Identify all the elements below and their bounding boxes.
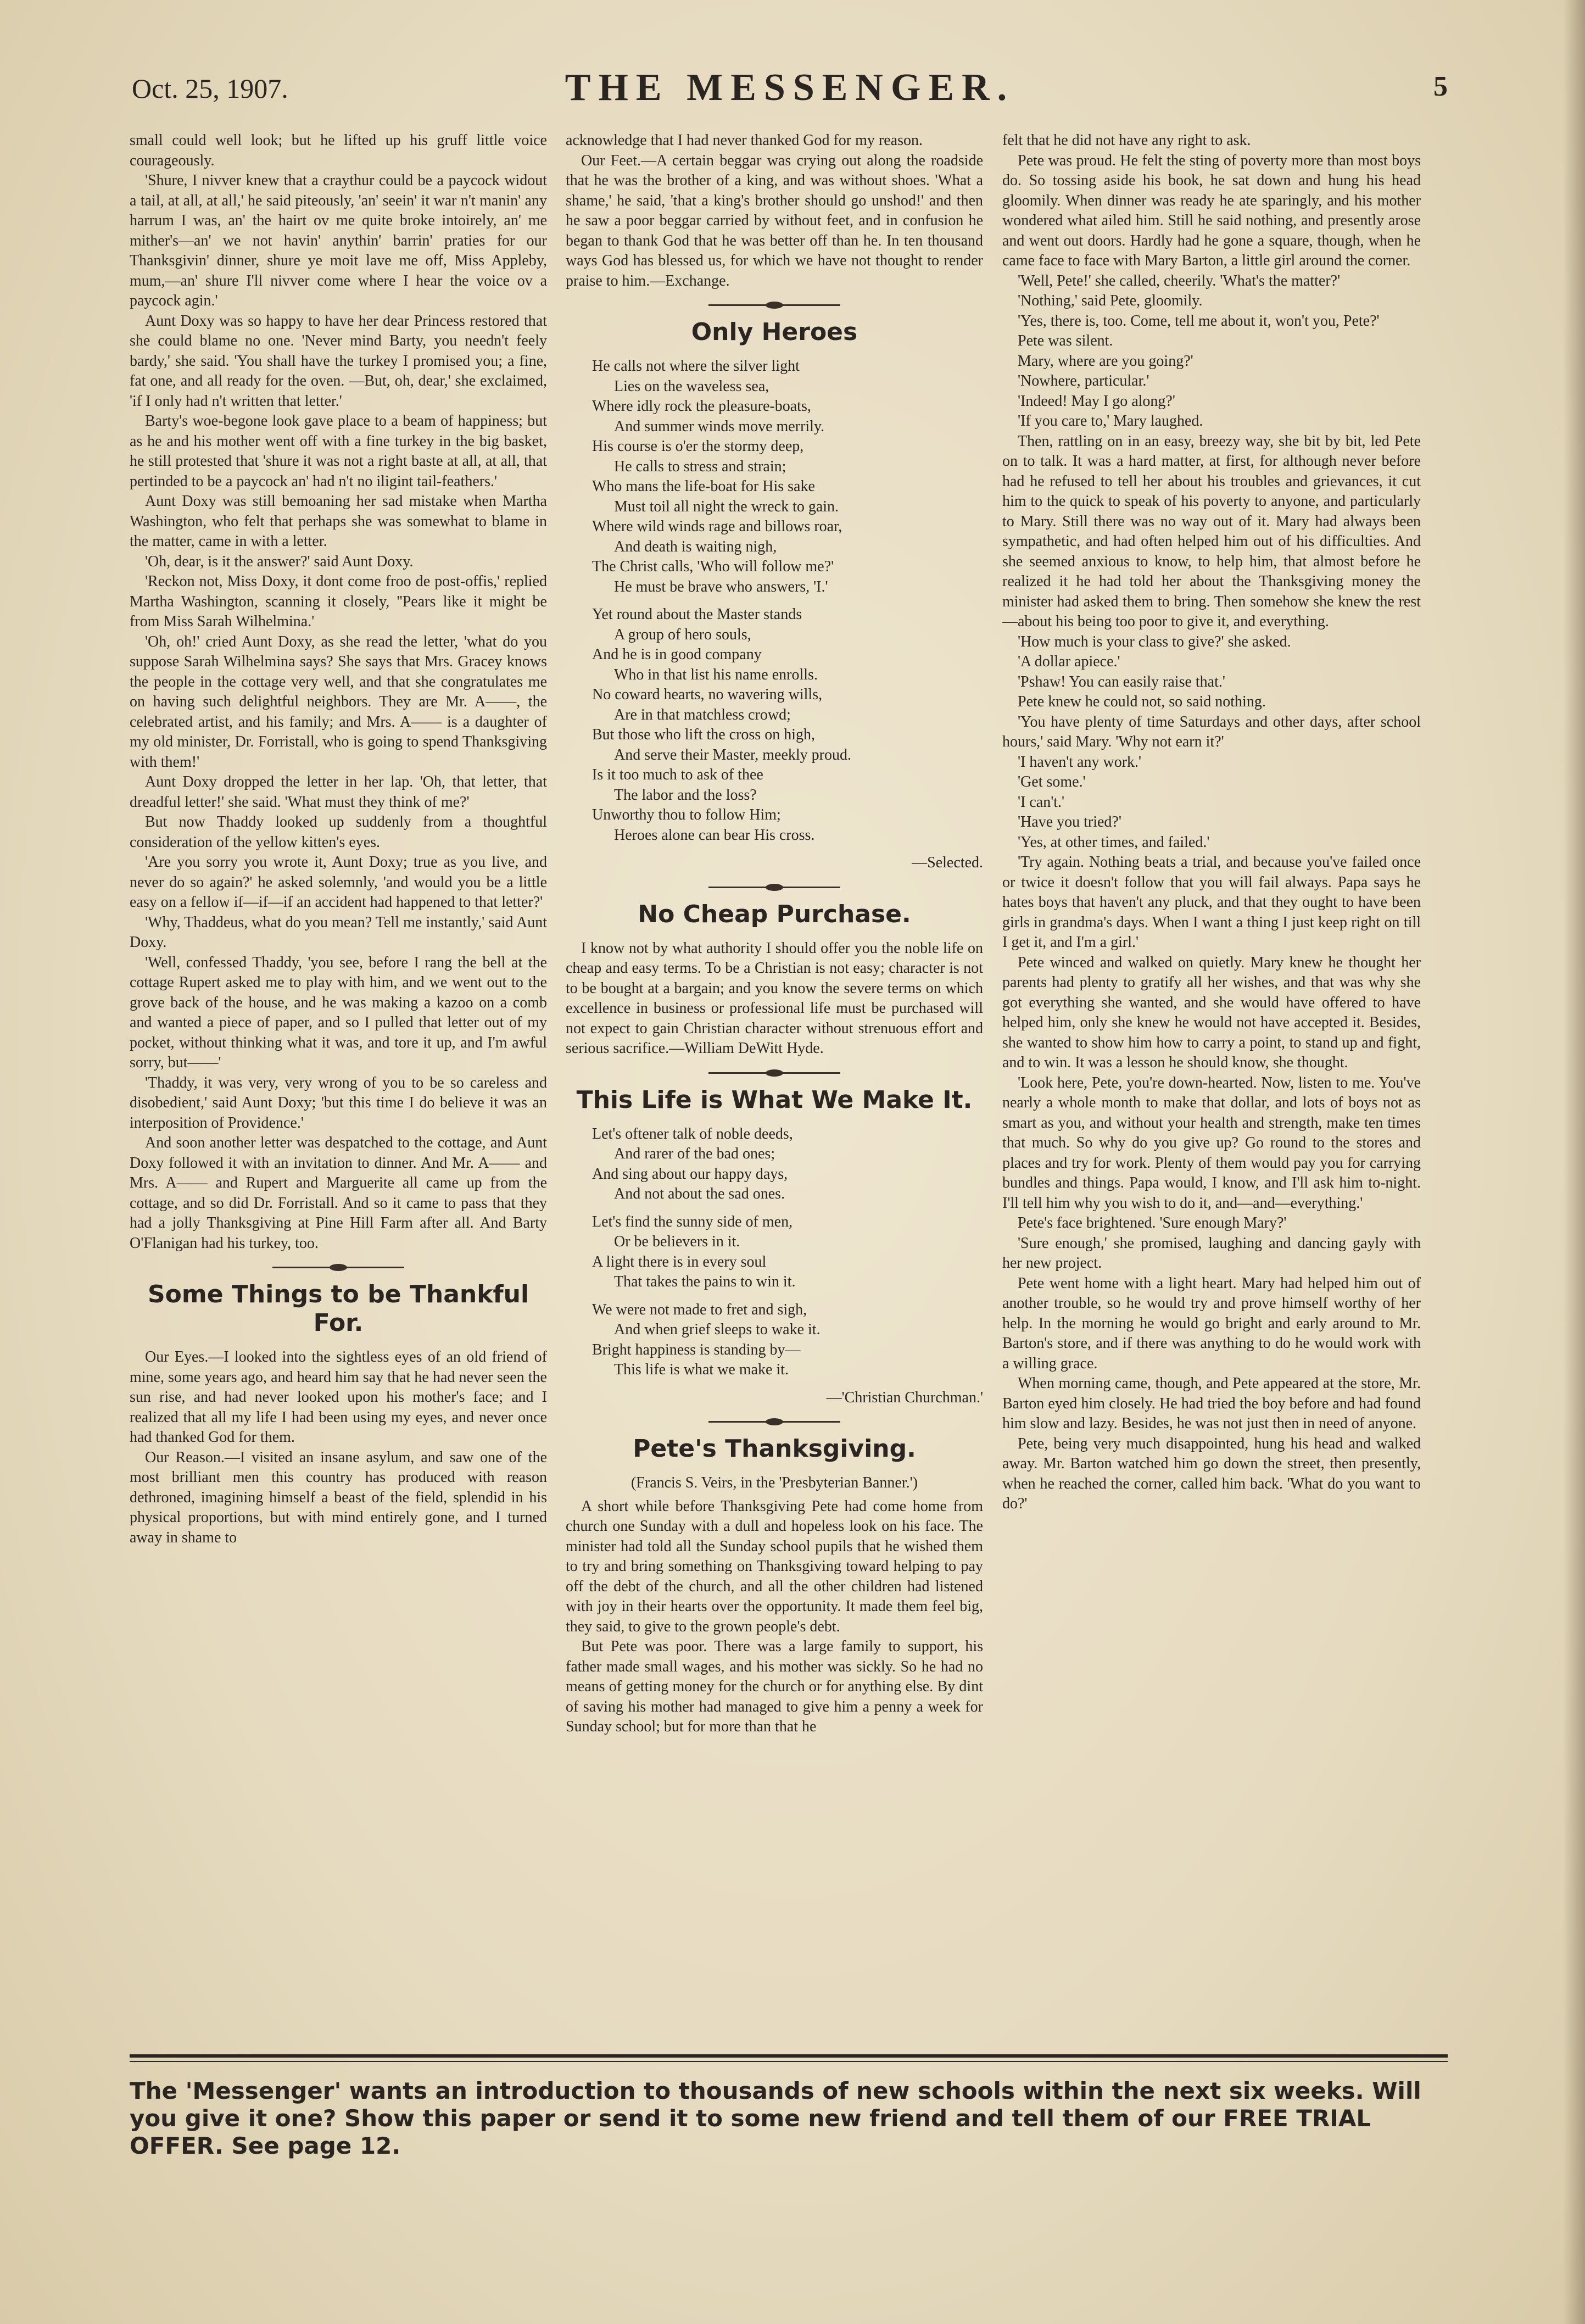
paragraph: 'Well, Pete!' she called, cheerily. 'What's the matter?' xyxy=(1018,272,1341,289)
heading-only-heroes: Only Heroes xyxy=(691,318,858,346)
poem-credit: —'Christian Churchman.' xyxy=(826,1389,983,1406)
page-edge-shadow xyxy=(1563,0,1585,2324)
issue-date: Oct. 25, 1907. xyxy=(132,73,288,104)
poem-line: He calls not where the silver light xyxy=(592,358,800,375)
poem-line: And sing about our happy days, xyxy=(592,1165,788,1183)
poem-line: And he is in good company xyxy=(592,646,762,663)
poem-line: This life is what we make it. xyxy=(614,1361,789,1378)
paragraph: 'A dollar apiece.' xyxy=(1018,653,1120,670)
byline: (Francis S. Veirs, in the 'Presbyterian Banner.') xyxy=(630,1474,918,1491)
poem-line: He must be brave who answers, 'I.' xyxy=(614,578,828,595)
paragraph: 'Pshaw! You can easily raise that.' xyxy=(1018,673,1225,690)
poem-line: Unworthy thou to follow Him; xyxy=(592,806,781,823)
paragraph: Pete's face brightened. 'Sure enough Mary?' xyxy=(1018,1214,1287,1231)
poem-line: Let's oftener talk of noble deeds, xyxy=(592,1125,793,1143)
paragraph: 'If you care to,' Mary laughed. xyxy=(1018,413,1203,430)
paragraph: 'Oh, dear, is it the answer?' said Aunt Doxy. xyxy=(145,553,414,570)
poem-line: Must toil all night the wreck to gain. xyxy=(614,498,839,515)
paragraph: 'Nothing,' said Pete, gloomily. xyxy=(1018,292,1203,309)
page-header xyxy=(132,66,1448,115)
poem-line: Lies on the waveless sea, xyxy=(614,377,769,395)
heading-thankful: Some Things to be Thankful For. xyxy=(147,1280,529,1337)
footer-notice: The 'Messenger' wants an introduction to thousands of new schools within the next six weeks. Will you give it one? Show this paper or send it to some new friend and tell them of our FREE TRIAL OFFER. See page 12. xyxy=(130,2077,1421,2159)
paragraph: acknowledge that I had never thanked God for my reason. xyxy=(566,132,923,149)
poem-line: And serve their Master, meekly proud. xyxy=(614,746,851,763)
poem-line: Heroes alone can bear His cross. xyxy=(614,826,815,844)
paragraph: Aunt Doxy dropped the letter in her lap. 'Oh, that letter, that dreadful letter!' she said. 'What must they think of me?' xyxy=(130,773,547,811)
paragraph: 'Look here, Pete, you're down-hearted. Now, listen to me. You've nearly a whole month to make that dollar, and lots of boys not as smart as you, and without your health and strength, make ten times that much. So why do you give up? Go round to the stores and places and try for work. Plenty of them would pay you for carrying bundles and things. Papa would, I know, and I'll ask him to-night. I'll tell him why you wish to do it, and—and—everything.' xyxy=(1002,1074,1421,1212)
poem-line: And not about the sad ones. xyxy=(614,1185,785,1202)
paragraph: Pete went home with a light heart. Mary had helped him out of another trouble, so he would try and prove himself worthy of her help. In the morning he would go bright and early around to Mr. Barton's store, and if there was anything to do he would work with a willing grace. xyxy=(1002,1274,1421,1372)
poem-line: Yet round about the Master stands xyxy=(592,606,802,623)
masthead-title: THE MESSENGER. xyxy=(565,66,1015,109)
poem-this-life xyxy=(566,1124,983,1408)
paragraph: 'Reckon not, Miss Doxy, it dont come froo de post-offis,' replied Martha Washington, scanning it closely, ''Pears like it might be from Miss Sarah Wilhelmina.' xyxy=(130,573,547,630)
heading-petes-thanksgiving: Pete's Thanksgiving. xyxy=(633,1435,916,1463)
section-divider xyxy=(708,304,840,306)
paragraph: small could well look; but he lifted up his gruff little voice courageously. xyxy=(130,132,547,169)
paragraph: 'Sure enough,' she promised, laughing and dancing gayly with her new project. xyxy=(1002,1234,1421,1272)
poem-line: We were not made to fret and sigh, xyxy=(592,1301,807,1318)
poem-line: A light there is in every soul xyxy=(592,1253,767,1270)
poem-line: A group of hero souls, xyxy=(614,626,751,643)
paragraph: 'Why, Thaddeus, what do you mean? Tell me instantly,' said Aunt Doxy. xyxy=(130,913,547,951)
paragraph: But now Thaddy looked up suddenly from a thoughtful consideration of the yellow kitten's eyes. xyxy=(130,813,547,851)
paragraph: A short while before Thanksgiving Pete had come home from church one Sunday with a dull and hopeless look on his face. The minister had told all the Sunday school pupils that he wished them to try and bring something on Thanksgiving toward helping to pay off the debt of the church, and all the other children had listened with joy in their hearts over the opportunity. It made them feel big, they said, to give to the grown people's debt. xyxy=(566,1497,983,1635)
poem-line: Is it too much to ask of thee xyxy=(592,766,763,783)
paragraph: 'Try again. Nothing beats a trial, and because you've failed once or twice it doesn't follow that you will fail always. Papa says he hates boys that haven't any pluck, and that they ought to have been girls in grandma's days. When I want a thing I just keep right on till I get it, and I'm a girl.' xyxy=(1002,854,1421,951)
poem-line: Let's find the sunny side of men, xyxy=(592,1213,793,1230)
section-divider xyxy=(708,887,840,888)
poem-line: He calls to stress and strain; xyxy=(614,458,786,475)
heading-this-life: This Life is What We Make It. xyxy=(576,1085,973,1114)
column-1 xyxy=(130,131,547,1548)
poem-line: The labor and the loss? xyxy=(614,786,757,804)
paragraph: 'Thaddy, it was very, very wrong of you to be so careless and disobedient,' said Aunt Doxy; 'but this time I do believe it was an interposition of Providence.' xyxy=(130,1074,547,1132)
section-divider xyxy=(708,1421,840,1423)
page-number: 5 xyxy=(1433,71,1448,102)
poem-line: Bright happiness is standing by— xyxy=(592,1341,801,1358)
paragraph: When morning came, though, and Pete appeared at the store, Mr. Barton eyed him closely. He had tried the boy before and had found him slow and lazy. Besides, he was not just then in need of anyone. xyxy=(1002,1375,1421,1432)
paragraph: Aunt Doxy was so happy to have her dear Princess restored that she could blame no one. 'Never mind Barty, you needn't feely bardy,' she said. 'You shall have the turkey I promised you; a fine, fat one, and all ready for the oven. —But, oh, dear,' she exclaimed, 'if I only had n't written that letter.' xyxy=(130,312,547,410)
column-2 xyxy=(566,131,983,1737)
paragraph: Pete was proud. He felt the sting of poverty more than most boys do. So tossing aside his book, he sat down and hung his head gloomily. When dinner was ready he ate sparingly, and his mother wondered what ailed him. Still he said nothing, and presently arose and went out doors. Hardly had he gone a square, though, when he came face to face with Mary Barton, a little girl around the corner. xyxy=(1002,152,1421,269)
poem-line: Who mans the life-boat for His sake xyxy=(592,478,815,495)
paragraph: 'Yes, there is, too. Come, tell me about it, won't you, Pete?' xyxy=(1018,312,1380,330)
paragraph: 'I haven't any work.' xyxy=(1018,753,1142,771)
paragraph: 'I can't.' xyxy=(1018,793,1065,811)
paragraph: 'Have you tried?' xyxy=(1018,813,1121,831)
heading-no-cheap-purchase: No Cheap Purchase. xyxy=(638,900,911,928)
paragraph: 'You have plenty of time Saturdays and other days, after school hours,' said Mary. 'Why not earn it?' xyxy=(1002,713,1421,750)
poem-credit: —Selected. xyxy=(912,854,983,871)
paragraph: 'Shure, I nivver knew that a craythur could be a paycock widout a tail, at all, at all,' he said piteously, 'an' seein' it war n't manin' any harrum I was, an' the hairt ov me quite broke intoirely, an' me mither's—an' we not havin' anythin' barrin' praties for our Thanksgivin' dinner, shure ye moit lave me off, Miss Appleby, mum,—an' shure I'll nivver come where I hear the voice ov a paycock agin.' xyxy=(130,172,547,309)
paragraph: Then, rattling on in an easy, breezy way, she bit by bit, led Pete on to talk. It was a hard matter, at first, for although never before had he refused to tell her about his troubles and grievances, it cut him to the quick to speak of his poverty to anyone, and particularly to Mary. Still there was no way out of it. Mary had always been sympathetic, and had often helped him out of his difficulties. And she seemed anxious to know, to help him, that almost before he realized it he had told her about the Thanksgiving money the minister had asked them to bring. Then somehow she knew the rest—about his being too poor to give it, and everything. xyxy=(1002,432,1421,630)
paragraph: 'Get some.' xyxy=(1018,773,1086,790)
paragraph: 'How much is your class to give?' she asked. xyxy=(1018,633,1291,650)
poem-stanza xyxy=(592,605,983,845)
paragraph: Our Eyes.—I looked into the sightless eyes of an old friend of mine, some years ago, and heard him say that he had never seen the sun rise, and had never looked upon his mother's face; and I realized that all my life I had been using my eyes, and never once had thanked God for them. xyxy=(130,1348,547,1446)
section-divider xyxy=(708,1072,840,1074)
footer-rule xyxy=(130,2054,1448,2058)
poem-line: And when grief sleeps to wake it. xyxy=(614,1321,821,1338)
paragraph: 'Are you sorry you wrote it, Aunt Doxy; true as you live, and never do so again?' he asked solemnly, 'and would you be a little easy on a fellow if—if—if an accident had happened to that letter?' xyxy=(130,854,547,911)
poem-line: Are in that matchless crowd; xyxy=(614,706,791,723)
poem-line: That takes the pains to win it. xyxy=(614,1273,796,1290)
poem-stanza xyxy=(592,356,983,597)
paragraph: Pete, being very much disappointed, hung his head and walked away. Mr. Barton watched him go down the street, then presently, when he reached the corner, called him back. 'What do you want to do?' xyxy=(1002,1435,1421,1512)
paragraph: Pete was silent. xyxy=(1018,332,1113,349)
poem-stanza xyxy=(592,1212,983,1292)
paragraph: Pete knew he could not, so said nothing. xyxy=(1018,693,1266,710)
footer-rule-thin xyxy=(130,2061,1448,2062)
poem-line: And rarer of the bad ones; xyxy=(614,1145,775,1162)
column-3 xyxy=(1002,131,1421,1514)
poem-stanza xyxy=(592,1300,983,1380)
paragraph: felt that he did not have any right to ask. xyxy=(1002,132,1251,149)
poem-line: Where idly rock the pleasure-boats, xyxy=(592,398,811,415)
paragraph: Aunt Doxy was still bemoaning her sad mistake when Martha Washington, who felt that perhaps she was somewhat to blame in the matter, came in with a letter. xyxy=(130,493,547,550)
paragraph: Mary, where are you going?' xyxy=(1018,352,1193,370)
paragraph: 'Nowhere, particular.' xyxy=(1018,372,1149,389)
paragraph: Barty's woe-begone look gave place to a beam of happiness; but as he and his mother went off with a fine turkey in the big basket, he still protested that 'shure it was not a right baste at all, at all, that pertinded to be a paycock an' had n't no iligint tail-feathers.' xyxy=(130,413,547,490)
paragraph: 'Indeed! May I go along?' xyxy=(1018,392,1175,410)
paragraph: And soon another letter was despatched to the cottage, and Aunt Doxy followed it with an invitation to dinner. And Mr. A—— and Mrs. A—— and Rupert and Marguerite all came up from the cottage, and so did Dr. Forristall. And so it came to pass that they had a jolly Thanksgiving at Pine Hill Farm after all. And Barty O'Flanigan had his turkey, too. xyxy=(130,1134,547,1252)
poem-line: Where wild winds rage and billows roar, xyxy=(592,518,842,535)
paragraph: But Pete was poor. There was a large family to support, his father made small wages, and his mother was sickly. So he had no means of getting money for the church or for anything else. By dint of saving his mother had managed to give him a penny a week for Sunday school; but for more than that he xyxy=(566,1638,983,1735)
section-divider xyxy=(272,1267,404,1268)
paragraph: I know not by what authority I should offer you the noble life on cheap and easy terms. To be a Christian is not easy; character is not to be bought at a bargain; and you know the severe terms on which excellence in business or professional life must be purchased will not expect to gain Christian character without strenuous effort and serious sacrifice.—William DeWitt Hyde. xyxy=(566,939,983,1057)
poem-line: Who in that list his name enrolls. xyxy=(614,666,818,683)
poem-line: Or be believers in it. xyxy=(614,1233,740,1250)
poem-line: The Christ calls, 'Who will follow me?' xyxy=(592,558,834,575)
paragraph: 'Yes, at other times, and failed.' xyxy=(1018,833,1210,851)
poem-only-heroes xyxy=(566,356,983,873)
poem-line: And death is waiting nigh, xyxy=(614,538,777,555)
poem-line: But those who lift the cross on high, xyxy=(592,726,815,743)
poem-stanza xyxy=(592,1124,983,1205)
paragraph: Pete winced and walked on quietly. Mary knew he thought her parents had plenty to gratify all her wishes, and that was why she got everything she wanted, and she would have offered to have helped him, only she knew he would not have accepted it. Besides, she wanted to show him how to carry a point, to stand up and fight, and to win. It was a lesson he should know, she thought. xyxy=(1002,954,1421,1071)
paragraph: 'Well, confessed Thaddy, 'you see, before I rang the bell at the cottage Rupert asked me to play with him, and we went out to the grove back of the house, and he was making a kazoo on a comb and wanted a piece of paper, and so I pulled that letter out of my pocket, without thinking what it was, and tore it up, and I'm awful sorry, but——' xyxy=(130,954,547,1071)
paragraph: Our Reason.—I visited an insane asylum, and saw one of the most brilliant men this country has produced with reason dethroned, imagining himself a beast of the field, splendid in his physical proportions, but with mind entirely gone, and I turned away in shame to xyxy=(130,1448,547,1546)
poem-line: His course is o'er the stormy deep, xyxy=(592,438,804,455)
poem-line: And summer winds move merrily. xyxy=(614,417,825,435)
paragraph: Our Feet.—A certain beggar was crying out along the roadside that he was the brother of a king, and was without shoes. 'What a shame,' he said, 'that a king's brother should go unshod!' and then he saw a poor beggar carried by without feet, and in confusion he began to thank God that he was better off than he. In ten thousand ways God has blessed us, for which we have not thought to render praise to him.—Exchange. xyxy=(566,152,983,289)
paragraph: 'Oh, oh!' cried Aunt Doxy, as she read the letter, 'what do you suppose Sarah Wilhelmina says? She says that Mrs. Gracey knows the people in the cottage very well, and that she congratulates me on having such delightful neighbors. They are Mr. A——, the celebrated artist, and his family; and Mrs. A—— is a daughter of my old minister, Dr. Forristall, who is going to spend Thanksgiving with them!' xyxy=(130,633,547,771)
poem-line: No coward hearts, no wavering wills, xyxy=(592,686,823,703)
